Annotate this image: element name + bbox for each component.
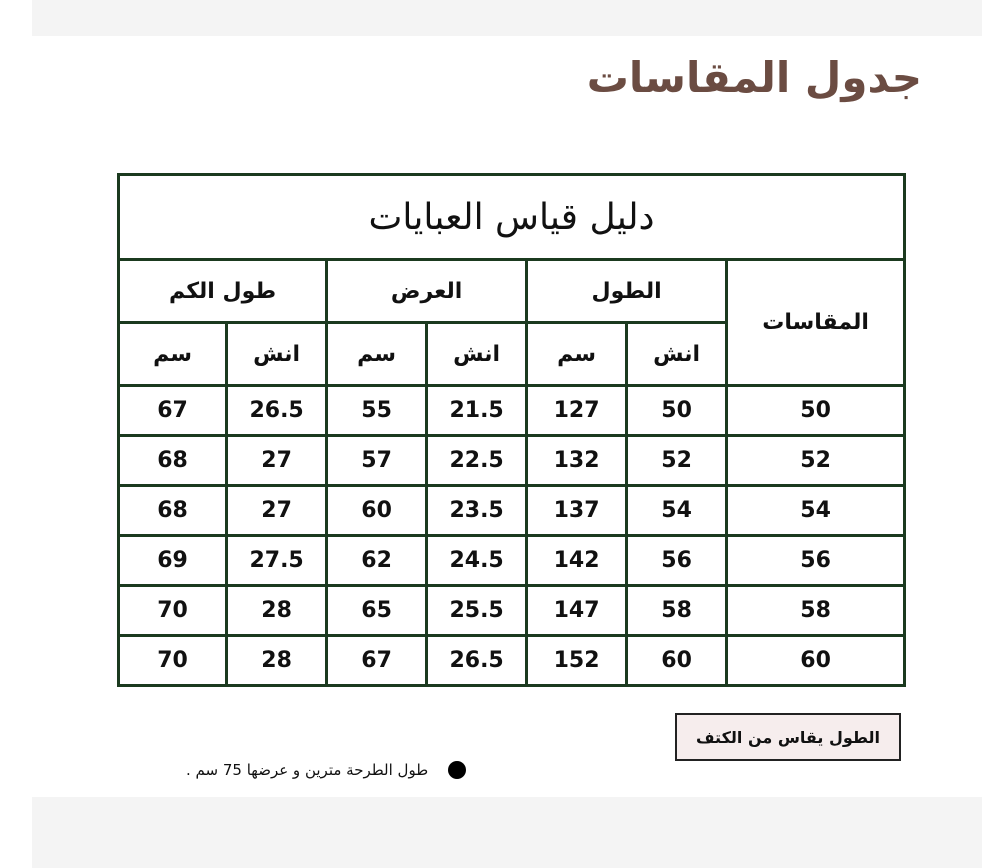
length-cm-cell: 142 [527,536,627,586]
table-row [119,636,905,686]
width-cm-cell: 57 [327,436,427,486]
unit-header-cm: سم [327,323,427,386]
sleeve-group-header: طول الكم [119,260,327,323]
length-inch-cell: 56 [627,536,727,586]
unit-header-cm: سم [527,323,627,386]
sleeve-cm-cell: 70 [119,586,227,636]
width-cm-cell: 60 [327,486,427,536]
size-cell: 58 [727,586,905,636]
width-group-header: العرض [327,260,527,323]
sleeve-inch-cell: 28 [227,636,327,686]
unit-header-inch: انش [627,323,727,386]
length-inch-cell: 54 [627,486,727,536]
width-inch-cell: 25.5 [427,586,527,636]
length-cm-cell: 127 [527,386,627,436]
length-cm-cell: 147 [527,586,627,636]
width-inch-cell: 26.5 [427,636,527,686]
width-inch-cell: 21.5 [427,386,527,436]
length-inch-cell: 52 [627,436,727,486]
sleeve-cm-cell: 68 [119,486,227,536]
bottom-band [32,797,982,868]
width-inch-cell: 24.5 [427,536,527,586]
sleeve-inch-cell: 28 [227,586,327,636]
table-row [119,586,905,636]
length-inch-cell: 50 [627,386,727,436]
scarf-note [186,756,536,784]
size-cell: 54 [727,486,905,536]
unit-header-inch: انش [227,323,327,386]
sleeve-inch-cell: 27 [227,486,327,536]
size-cell: 52 [727,436,905,486]
length-cm-cell: 132 [527,436,627,486]
sleeve-cm-cell: 70 [119,636,227,686]
sleeve-inch-cell: 27 [227,436,327,486]
table-row [119,536,905,586]
size-cell: 60 [727,636,905,686]
unit-header-cm: سم [119,323,227,386]
table-row [119,386,905,436]
length-group-header: الطول [527,260,727,323]
size-column-header: المقاسات [727,260,905,386]
bullet-icon [448,761,466,779]
unit-header-inch: انش [427,323,527,386]
width-cm-cell: 62 [327,536,427,586]
size-cell: 50 [727,386,905,436]
width-cm-cell: 67 [327,636,427,686]
width-inch-cell: 23.5 [427,486,527,536]
table-row [119,486,905,536]
length-inch-cell: 58 [627,586,727,636]
width-inch-cell: 22.5 [427,436,527,486]
length-note-box [675,713,901,761]
table-row [119,436,905,486]
length-note-text: الطول يقاس من الكتف [696,727,880,747]
width-cm-cell: 65 [327,586,427,636]
sleeve-cm-cell: 69 [119,536,227,586]
top-band [32,0,982,36]
table-caption: دليل قياس العبايات [119,175,905,260]
size-chart-table [117,173,906,687]
length-inch-cell: 60 [627,636,727,686]
sleeve-inch-cell: 27.5 [227,536,327,586]
scarf-note-text: طول الطرحة مترين و عرضها 75 سم . [186,761,429,779]
sleeve-inch-cell: 26.5 [227,386,327,436]
length-cm-cell: 137 [527,486,627,536]
length-cm-cell: 152 [527,636,627,686]
page-title: جدول المقاسات [586,53,922,102]
size-cell: 56 [727,536,905,586]
sleeve-cm-cell: 68 [119,436,227,486]
width-cm-cell: 55 [327,386,427,436]
sleeve-cm-cell: 67 [119,386,227,436]
